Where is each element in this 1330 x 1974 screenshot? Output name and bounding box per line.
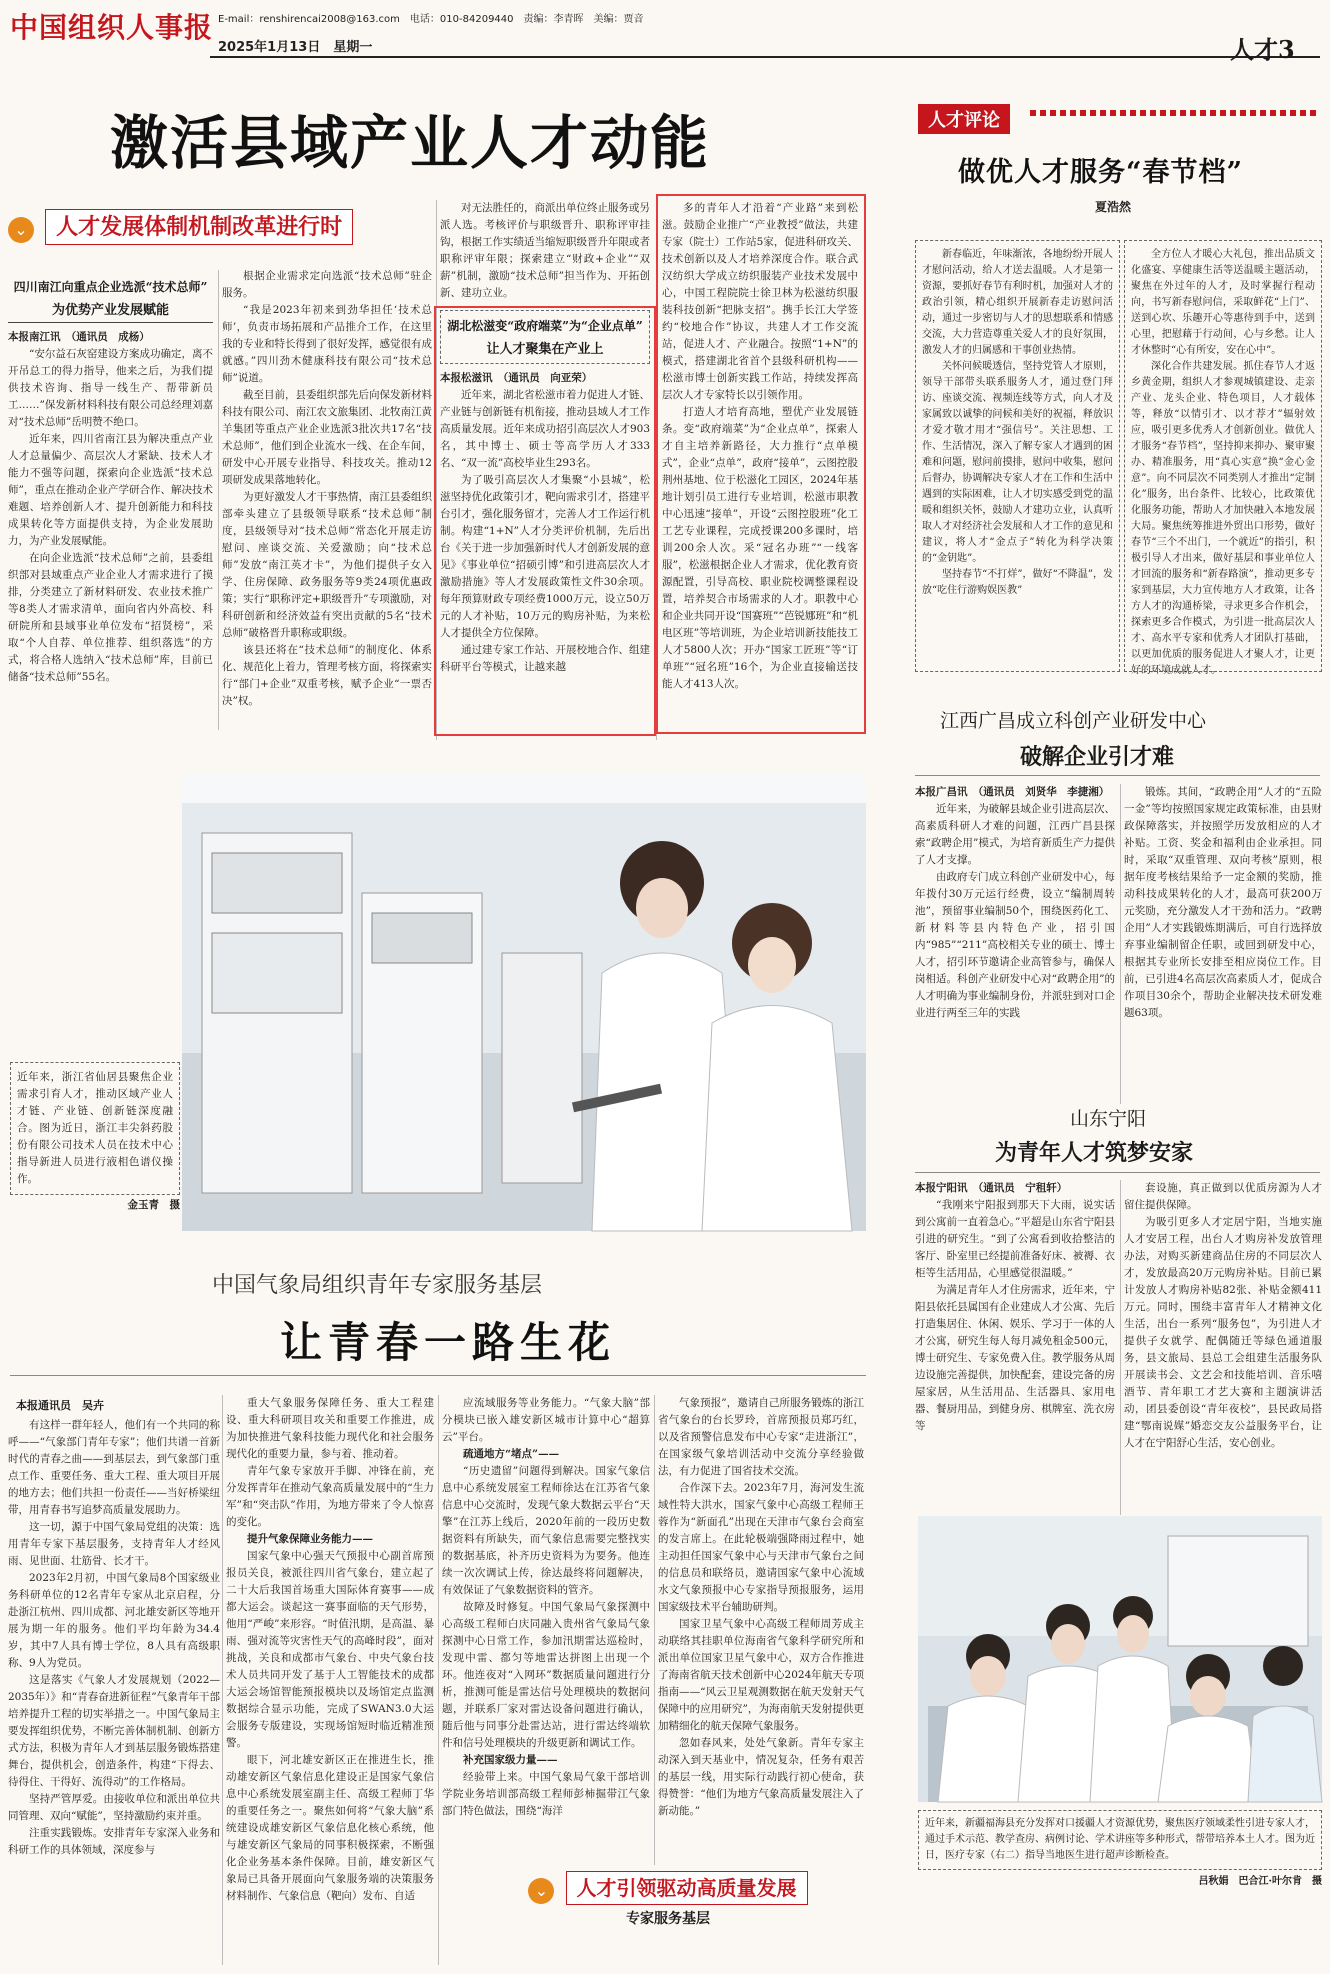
- jiangxi-col1: [915, 784, 1115, 1091]
- paragraph: 青年气象专家放开手脚、冲锋在前，充分发挥青年在推动气象高质量发展中的“生力军”和“突击队”作用，为地方带来了令人惊喜的变化。: [226, 1465, 434, 1528]
- paragraph: “历史遗留”问题得到解决。国家气象信息中心系统发展室工程师徐达在江苏省气象信息中心交流时，发现气象大数据云平台“天擎”在江苏上线后，2020年前的一段历史数据资料有所缺失，而气象信息需要完整找实的数据基底，补齐历史资料为为要务。他连续一次次调试上传，徐达最终将问题解决，有效保证了气象数据资料的管齐。: [442, 1465, 650, 1596]
- issue-date: 2025年1月13日 星期一: [218, 40, 373, 55]
- paragraph: 深化合作共建发展。抓住春节人才返乡黄金期，组织人才参观城镇建设、走亲产业、龙头企业、特色项目，人才载体等，释放“以情引才、以才荐才”辐射效应，吸引更多优秀人才创新创业。做优人才服务“春节档”，坚持抑来抑办、聚审聚办、精准服务，用“真心实意”换“金心金意”。向不同层次不同类别人才推出“定制化”服务，出台条件、比较心，比政策优化服务功能，帮助人才加快融入本地发展大局。聚焦统筹推进外贸出口形势，做好春节“三个不出门，一个就近”的指引，积极引导人才出来，做好基层和事业单位人才回流的服务和“新春路演”，推动更多专家到基层，大力宣传地方人才政策，让各方人才的沟通桥梁，寻求更多合作机会，探索更多合作模式，为引进一批高层次人才、高水平专家和优秀人才团队打基础，以更加优质的服务促进人才聚人才，让更好的环境成就人才。: [1131, 361, 1315, 676]
- story-nanjiang: [8, 278, 213, 754]
- paragraph: 全方位人才暖心大礼包，推出品质文化盛宴、享健康生活等送温暖主题活动，聚焦在外过年的人才，及时掌握行程动向，书写新春慰问信，采取鲜花“上门”、送到心坎、乐趣开心等惠待到手中，送到心里，把慰藉于行动间，心与乡愁。让人才休整时“心有所安，安在心中”。: [1131, 249, 1315, 356]
- paragraph: 为吸引更多人才定居宁阳，当地实施人才安居工程，出台人才购房补发放管理办法，对购买新建商品住房的不同层次人才，发放最高20万元购房补贴。目前已累计发放人才购房补贴82张、补贴金额411万元。同时，围绕丰富青年人才精神文化生活，出台一系列“服务包”，为引进人才提供子女就学、配偶随迁等绿色通道服务，县文旅局、县总工会组建生活服务队开展读书会、文艺会和技能培训、音乐嘻酒节、青年职工才艺大赛和主题演讲活动，团县委创设“青年夜校”，县民政局搭建“鄂南说媒”婚恋交友公益服务平台，让人才在宁阳舒心生活，安心创业。: [1124, 1216, 1322, 1449]
- story-body: [8, 346, 213, 754]
- paragraph: 气象预报”，邀请自己所服务锻炼的浙江省气象台的台长罗玲，首席预报员郑巧红，以及省预警信息发布中心专家“走进浙江”，在国家级气象培训活动中交流分享经验做法，有力促进了国省技术交流。: [658, 1397, 864, 1477]
- column-rule: [1120, 1180, 1121, 1515]
- subhead: 补充国家级力量——: [463, 1754, 558, 1766]
- commentary-tag: 人才评论: [918, 104, 1010, 134]
- commentary-headline: 做优人才服务“春节档”: [958, 157, 1244, 188]
- dotted-rule: [1030, 110, 1320, 116]
- photo-caption: 近年来，浙江省仙居县聚焦企业需求引育人才，推动区域产业人才链、产业链、创新链深度融合。图为近日，浙江丰尖斜药股份有限公司技术人员在技术中心指导新进人员进行液相色谱仪操作。: [10, 1062, 180, 1195]
- qixiang-headline: 让青春一路生花: [280, 1318, 617, 1367]
- commentary-col1: [915, 240, 1120, 672]
- bottom-banner-sub: 专家服务基层: [626, 1910, 710, 1927]
- story-byline: 本报宁阳讯 （通讯员 宁租轩）: [915, 1182, 1068, 1194]
- paragraph: 对无法胜任的，商派出单位终止服务或另派人选。考核评价与职级晋升、职称评审挂钩，根据工作实绩适当缩短职级晋升年限或者职称评审年限；探索建立“财政+企业”“双薪”机制，激励“技术总师”担当作为、开拓创新、建功立业。: [440, 202, 650, 299]
- qixiang-col1: [8, 1395, 220, 1937]
- photo-caption-box: [10, 1062, 180, 1212]
- chevron-down-icon: ⌄: [528, 1878, 554, 1904]
- paragraph: 有这样一群年轻人，他们有一个共同的称呼——“气象部门青年专家”；他们共谱一首新时代的青春之曲——到基层去，到气象部门重点工作、重要任务、重大工程、重大项目开展的地方去；他们共担一份责任——当好桥梁纽带，用青春书写追梦高质量发展助力。: [8, 1419, 220, 1516]
- qixiang-kicker: 中国气象局组织青年专家服务基层: [212, 1273, 543, 1298]
- photo-caption: 近年来，新疆福海县充分发挥对口援疆人才资源优势，聚焦医疗领域柔性引进专家人才，通过手术示范、教学查房、病例讨论、学术讲座等多种形式，帮带培养本土人才。图为近日，医疗专家（右二）指导当地医生进行超声诊断检查。: [918, 1810, 1322, 1870]
- story-byline: 本报松滋讯 （通讯员 向亚荣）: [440, 372, 593, 384]
- subhead: 疏通地方“堵点”——: [463, 1448, 560, 1460]
- masthead-logo: 中国组织人事报: [10, 11, 214, 44]
- chevron-down-icon: ⌄: [8, 217, 34, 243]
- paragraph: “安尔益石灰窑建设方案成功确定，离不开吊总工的得力指导，他来之后，为我们提供技术咨询、指导一线生产、帮带新员工……”保发新材料科技有限公司总经理刘嘉对“技术总师”岳明赞不绝口。: [8, 348, 213, 428]
- paragraph: 国家气象中心强天气预报中心副首席预报员关良，被派往四川省气象台，建立起了二十大后我国首场重大国际体育赛事——成都大运会。谈起这一赛事面临的天气形势，他用“严峻”来形容。“时值汛期，是高温、暴雨、强对流等灾害性天气的高峰时段”，面对挑战，关良和成都市气象台、中央气象台技术人员共同开发了基于人工智能技术的成都大运会场馆智能预报模块以及场馆定点监测数据综合显示功能，完成了SWAN3.0大运会服务专版建设，实现场馆短时临近精准预警。: [226, 1550, 434, 1749]
- column-rule: [222, 1395, 223, 1965]
- paragraph: 坚持严管厚爱。由接收单位和派出单位共同管理、双向“赋能”，坚持激励约束并重。: [8, 1793, 220, 1822]
- commentary-body: [922, 247, 1113, 667]
- paragraph: 故障及时修复。中国气象局气象探测中心高级工程师白庆同融入贵州省气象局气象探测中心日常工作，参加汛期雷达巡检时，发现中雷、都匀等地雷达拼图上出现一个环。他连夜对“入网环”数据质量问题进行分析，推测可能是雷达信号处理模块的数据问题，并联系厂家对雷达设备问题进行确认，随后他与同事分赴雷达站，进行雷达终端软件和信号处理模块的升级更新和调试工作。: [442, 1601, 650, 1749]
- paragraph: 注重实践锻炼。安排青年专家深入业务和科研工作的具体领域，深度参与: [8, 1827, 220, 1856]
- story-byline: 本报南江讯 （通讯员 成杨）: [8, 331, 150, 343]
- shandong-headline: 为青年人才筑梦安家: [995, 1140, 1194, 1166]
- lab-photo: [182, 773, 866, 1231]
- paragraph: 该县还将在“技术总师”的制度化、体系化、规范化上着力，管理考核方面，将探索实行“部门+企业”双重考核，赋予企业“一票否决”权。: [222, 644, 432, 707]
- divider: [10, 1375, 866, 1376]
- jiangxi-headline: 破解企业引才难: [1020, 744, 1175, 770]
- story-body: [915, 1197, 1115, 1515]
- paragraph: 在向企业选派“技术总师”之前，县委组织部对县域重点产业企业人才需求进行了摸排，分类建立了新材料研发、农业技术推广等8类人才需求清单，面向省内外高校、科研院所和县域事业单位发布“招贤榜”，采取“个人自荐、单位推荐、组织落选”的方式，将合格人选纳入“技术总师”库，目前已储备“技术总师”55名。: [8, 552, 213, 683]
- story-nanjiang-cont: [222, 268, 432, 738]
- story-headline: 让人才聚集在产业上: [486, 342, 604, 357]
- paragraph: 为满足青年人才住房需求，近年来，宁阳县依托县属国有企业建成人才公寓、先后打造集居住、休闲、娱乐、学习于一体的人才公寓，研究生每人每月减免租金500元，博士研究生、专家免费入住。教学服务从周边设施完善提供，加快配套，建设完备的房屋家居，从生活用品、生活器具、家用电器、餐厨用品，到健身房、棋牌室、洗衣房等: [915, 1284, 1115, 1432]
- highlight-box: [434, 306, 656, 736]
- bottom-banner: [478, 1872, 858, 1928]
- shandong-kicker: 山东宁阳: [1070, 1108, 1147, 1130]
- qixiang-col3: [442, 1395, 650, 1865]
- commentary-col2: [1124, 240, 1322, 676]
- column-rule: [1120, 784, 1121, 1104]
- photo-credit: 金玉青 摄: [127, 1199, 180, 1211]
- paragraph: 套设施，真正做到以优质房源为人才留住提供保障。: [1124, 1182, 1322, 1211]
- section-banner-title: 人才发展体制机制改革进行时: [45, 209, 353, 245]
- paragraph: 坚持春节“不打烊”，做好“不降温”，发放“吃住行游购娱医教”: [922, 569, 1113, 596]
- page-label: 人才3: [1230, 35, 1295, 64]
- subhead: 提升气象保障业务能力——: [247, 1533, 373, 1545]
- commentary-author: 夏浩然: [1095, 200, 1132, 214]
- paragraph: “我是2023年初来到劲华担任‘技术总师’，负责市场拓展和产品推介工作，在这里我的专业和特长得到了很好发挥，感觉很有成就感。”四川劲木健康科技有限公司“技术总师”说道。: [222, 304, 432, 384]
- paragraph: 这是落实《气象人才发展规划（2022—2035年）》和“青春奋进新征程”气象青年干部培养提升工程的切实举措之一。中国气象局主要发挥组织优势，不断完善体制机制、创新方式方法，积极为青年人才到基层服务锻炼搭建舞台，提供机会，创造条件，构建“下得去、待得住、干得好、流得动”的工作格局。: [8, 1674, 220, 1788]
- divider: [915, 775, 1320, 776]
- qixiang-col2: [226, 1395, 434, 1965]
- paragraph: 为了吸引高层次人才集聚“小县城”，松滋坚持优化政策引才，靶向需求引才，搭建平台引才，强化服务留才，完善人才工作运行机制。构建“1+N”人才分类评价机制，先后出台《关于进一步加强新时代人才创新发展的意见》《事业单位“招硕引博”和引进高层次人才激励措施》等人才发展政策性文件30余项。每年预算财政专项经费1000万元，设立50万元的人才补贴，10万元的购房补贴，为来松人才提供全方位保障。: [440, 474, 650, 639]
- paragraph: 这一切，源于中国气象局党组的决策：选用青年专家下基层服务，支持青年人才经风雨、见世面、壮筋骨、长才干。: [8, 1521, 220, 1567]
- story-kicker: 湖北松滋变“政府端菜”为“企业点单”: [447, 319, 643, 333]
- paragraph: 应流域服务等业务能力。“气象大脑”部分模块已嵌入雄安新区城市计算中心“超算云”平台。: [442, 1397, 650, 1443]
- paragraph: 近年来，四川省南江县为解决重点产业人才总量偏少、高层次人才紧缺、技术人才能力不强等问题，探索向企业选派“技术总师”，重点在推动企业产学研合作、解决技术难题、培养创新人才、提升创新能力和科技成果转化等方面提供支持，为企业发展助力，为产业发展赋能。: [8, 433, 213, 547]
- paragraph: 经验带上来。中国气象局气象干部培训学院业务培训部高级工程师彭柿掘带江气象部门特色做法，围绕“海洋: [442, 1771, 650, 1817]
- paragraph: 2023年2月初，中国气象局8个国家级业务科研单位的12名青年专家从北京启程，分赴浙江杭州、四川成都、河北雄安新区等地开展为期一年的服务。他们平均年龄为34.4岁，其中7人具有博士学位，8人具有高级职称、9人为党员。: [8, 1572, 220, 1669]
- paragraph: 锻炼。其间，“政聘企用”人才的“五险一金”等均按照国家规定政策标准，由县财政保障落实，并按照学历发放相应的人才补贴。工资、奖金和福利由企业承担。同时，采取“双重管理、双向考核”原则，根据年度考核结果给予一定金额的奖励，推动科技成果转化的人才，最高可获200万元奖励，充分激发人才干劲和活力。“政聘企用”人才实践锻炼期满后，可自行选择放弃事业编制留企任职，或回到研发中心，根据其专业所长安排至相应岗位工作。目前，已引进4名高层次高素质人才，促成合作项目30余个，帮助企业解决技术研发难题63项。: [1124, 786, 1322, 1019]
- paragraph: 重大气象服务保障任务、重大工程建设、重大科研项目攻关和重要工作推进，成为加快推进气象科技能力现代化和社会服务现代化的重要力量，参与着、推动着。: [226, 1397, 434, 1460]
- story-byline: 本报广昌讯 （通讯员 刘贤华 李捷湘）: [915, 786, 1110, 798]
- shandong-col1: [915, 1180, 1115, 1515]
- jiangxi-kicker: 江西广昌成立科创产业研发中心: [940, 710, 1207, 732]
- paragraph: 新春临近，年味渐浓，各地纷纷开展人才慰问活动，给人才送去温暖。人才是第一资源，要抓好春节有利时机，加强对人才的政治引领，精心组织开展新春走访慰问活动，通过一步密切与人才的思想联系和情感交流，大力营造尊重关爱人才的良好氛围，激发人才的归属感和干事创业热情。: [922, 249, 1113, 356]
- lab-illustration: [182, 773, 866, 1231]
- paragraph: 通过建专家工作站、开展校地合作、组建科研平台等模式，让越来越: [440, 644, 650, 673]
- highlight-box: [656, 194, 866, 734]
- qixiang-col4: [658, 1395, 864, 1865]
- column-rule: [654, 1395, 655, 1865]
- paragraph: 为更好激发人才干事热情，南江县委组织部牵头建立了县级领导联系“技术总师”制度，县级领导对“技术总师”常态化开展走访慰问、座谈交流、关爱激励；向“技术总师”发放“南江英才卡”，为他们提供子女入学、住房保障、政务服务等9类24项优惠政策；实行“职称评定+职级晋升”专项激励，对科研创新和经济效益有突出贡献的5名“技术总师”破格晋升职称或职级。: [222, 491, 432, 639]
- paragraph: 眼下，河北雄安新区正在推进生长，推动雄安新区气象信息化建设正是国家气象信息中心系统发展室副主任、高级工程师丁华的重要任务之一。聚焦如何将“气象大脑”系统建设成雄安新区气象信息化核心系统，他与雄安新区气象局的同事积极探索，不断强化企业务基本条件保障。目前，雄安新区气象局已具备开展面向气象服务端的决策服务材料制作、气象信息（靶向）发布、自适: [226, 1754, 434, 1902]
- paragraph: 根据企业需求定向选派“技术总师”驻企服务。: [222, 270, 432, 299]
- story-body: [915, 801, 1115, 1091]
- paragraph: 近年来，湖北省松滋市着力促进人才链、产业链与创新链有机衔接，推动县域人才工作高质量发展。近年来成功招引高层次人才903名，其中博士、硕士等高学历人才333名、“双一流”高校毕业生293名。: [440, 389, 650, 469]
- paragraph: 截至目前，县委组织部先后向保发新材料科技有限公司、南江农文旅集团、北牧南江黄羊集团等重点产业企业选派3批次共17名“技术总师”，他们到企业流水一线、在企车间，研发中心开展专业指导、科技攻关。推动12项研发成果落地转化。: [222, 389, 432, 486]
- main-headline: 激活县域产业人才动能: [110, 109, 711, 177]
- header-rule: [210, 56, 1320, 58]
- story-body: [8, 1417, 220, 1937]
- shandong-col2: [1124, 1180, 1322, 1515]
- paragraph: 由政府专门成立科创产业研发中心，每年拨付30万元运行经费，设立“编制周转池”，预留事业编制50个，围绕医药化工、新材料等县内特色产业，招引国内“985”“211”高校相关专业的硕士、博士人才，招引环节邀请企业高管参与，确保人岗相适。科创产业研发中心对“政聘企用”的人才明确为事业编制身份，并派驻到对口企业进行两至三年的实践: [915, 871, 1115, 1019]
- photo-caption-box: [918, 1810, 1322, 1887]
- masthead-contact: E-mail：renshirencai2008@163.com 电话：010-84209440 责编：李青晖 美编：贾音: [218, 14, 644, 25]
- divider: [915, 1172, 1320, 1173]
- photo-credit: 吕秋娟 巴合江·叶尔肯 摄: [1198, 1876, 1322, 1887]
- paragraph: 打造人才培育高地，塑优产业发展链条。变“政府端菜”为“企业点单”，探索人才自主培养新路径，大力推行“点单模式”，企业“点单”，政府“接单”，云图控股荆州基地、位于松滋化工园区，2024年基地计划引员工进行专业培训，松滋市职教中心迅速“接单”，开设“云图控股班”化工工艺专业课程，完成授课200多课时，培训200余人次。采“冠名办班”“一线客服”，松滋根据企业人才需求，优化教育资源配置，引导高校、职业院校调整课程设置，培养契合市场需求的人才。职教中心和企业共同开设“国赛班”“芭锐娜班”和“机电区班”等培训班，为企业培训新技能技工人才5800人次；开办“国家工匠班”等“订单班”“冠名班”16个，为企业直接输送技能人才413人次。: [662, 406, 858, 690]
- paragraph: 合作深下去。2023年7月，海河发生流域性特大洪水，国家气象中心高级工程师王蓉作为“新面孔”出现在天津市气象台会商室的发言席上。在此轮极端强降雨过程中，她主动担任国家气象中心与天津市气象台之间的信息员和联络员，邀请国家气象中心流域水文气象预报中心专家指导预报服务，运用国家级技术平台辅助研判。: [658, 1482, 864, 1613]
- paragraph: 国家卫星气象中心高级工程师周芳成主动联络其挂职单位海南省气象科学研究所和派出单位国家卫星气象中心，双方合作推进了海南省航天技术创新中心2024年航天专项指南——“风云卫星观测数据在航天发射天气保障中的应用研究”，为海南航天发射提供更加精细化的航天保障气象服务。: [658, 1618, 864, 1732]
- paragraph: 忽如春风来，处处气象新。青年专家主动深入到天基业中，情况复杂，任务有艰苦的基层一线，用实际行动践行初心使命，获得赞誉：“他们为地方气象高质量发展注入了新动能。”: [658, 1737, 864, 1817]
- medical-illustration: [918, 1516, 1322, 1802]
- story-nanjiang-end: [440, 200, 650, 302]
- paragraph: “我刚来宁阳报到那天下大雨，说实话到公寓前一直着急心。”平超是山东省宁阳县引进的研究生。“到了公寓看到收拾整洁的客厅、卧室里已经提前准备好床、被褥、衣柜等生活用品，心里感觉很温暖。”: [915, 1199, 1115, 1279]
- story-kicker: 四川南江向重点企业选派“技术总师”: [13, 280, 208, 294]
- column-rule: [218, 270, 219, 730]
- paragraph: 关怀问候暖透信，坚持党管人才原则，领导干部带头联系服务人才，通过登门拜访、座谈交流、视频连线等方式，向人才及家属致以诚挚的问候和美好的祝福，释放识才爱才敬才用才“强信号”。关注思想、工作、生活情况，深入了解专家人才遇到的困难和问题，慰问前摸排，慰问中收集，慰问后督办，协调解决专家人才在工作和生活中遇到的实际困难，让人才切实感受到党的温暖和组织关怀，鼓励人才建功立业，认真听取人才对经济社会发展和人才工作的意见和建议，将人才“金点子”转化为科学决策的“金钥匙”。: [922, 361, 1113, 564]
- bottom-banner-title: 人才引领驱动高质量发展: [566, 1871, 808, 1905]
- paragraph: 近年来，为破解县域企业引进高层次、高素质科研人才难的问题，江西广昌县探索“政聘企用”模式，为培育新质生产力提供了人才支撑。: [915, 803, 1115, 866]
- column-rule: [438, 1395, 439, 1965]
- medical-photo: [918, 1516, 1322, 1802]
- commentary-body: [1131, 247, 1315, 676]
- story-headline: 为优势产业发展赋能: [8, 299, 213, 323]
- section-banner: [8, 210, 438, 243]
- jiangxi-col2: [1124, 784, 1322, 1104]
- story-byline: 本报通讯员 吴卉: [16, 1399, 104, 1412]
- paragraph: 多的青年人才沿着“产业路”来到松滋。鼓励企业推广“产业教授”做法，共建专家（院士）工作站5家，促进科研攻关、技术创新以及人才培养深度合作。联合武汉纺织大学成立纺织服装产业技术发展中心，中国工程院院士徐卫林为松滋纺织服装科技创新“把脉支招”。携手长江大学签约“校地合作”协议，共建人才工作交流站，促进人才、产业融合。按照“1+N”的模式，搭建湖北省首个县级科研机构——松滋市博士创新实践工作站，持续发挥高层次人才专家特长以引领作用。: [662, 202, 858, 401]
